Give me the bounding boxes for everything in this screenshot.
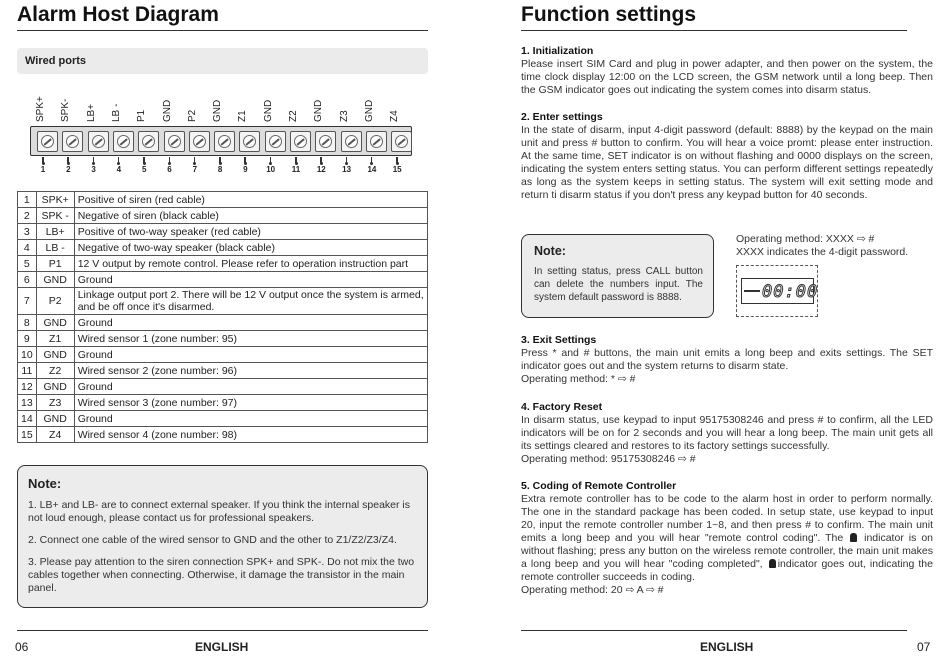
title-rule <box>521 30 907 31</box>
table-cell: P2 <box>36 288 74 315</box>
section-body: Press * and # buttons, the main unit emits a long beep and exits settings. The SET indicator goes out and the system returns to disarm state. <box>521 347 933 372</box>
remote-indicator-icon <box>769 559 776 568</box>
table-cell: Positive of two-way speaker (red cable) <box>74 224 427 240</box>
table-row <box>18 240 428 256</box>
port-label-text: SPK+ <box>35 96 46 122</box>
table-row <box>18 224 428 240</box>
screw-terminal <box>265 131 286 152</box>
screw-terminal <box>113 131 134 152</box>
table-cell: Ground <box>74 315 427 331</box>
footer-rule <box>17 630 428 631</box>
port-number: 15 <box>392 165 402 174</box>
port-label <box>163 92 175 122</box>
table-row <box>18 331 428 347</box>
port-label-text: Z4 <box>389 110 401 122</box>
port-label <box>238 92 250 122</box>
table-cell: Positive of siren (red cable) <box>74 192 427 208</box>
operating-method-line: XXXX indicates the 4-digit password. <box>736 246 909 258</box>
title-rule <box>17 30 428 31</box>
operating-method-line: Operating method: XXXX ⇨ # <box>736 233 875 245</box>
screw-terminal <box>62 131 83 152</box>
table-cell: Ground <box>74 379 427 395</box>
table-row <box>18 208 428 224</box>
table-cell: Z4 <box>36 427 74 443</box>
screw-terminal <box>189 131 210 152</box>
section-heading: 3. Exit Settings <box>521 334 597 346</box>
port-label-text: P2 <box>186 109 198 122</box>
screw-icon <box>395 135 408 148</box>
note-item: 3. Please pay attention to the siren connection SPK+ and SPK-. Do not mix the two cables together when connecting. Otherwise, it damage the transistor in the main panel. <box>28 556 415 594</box>
table-cell: GND <box>36 272 74 288</box>
table-cell: 8 <box>18 315 37 331</box>
table-cell: Linkage output port 2. There will be 12 V output once the system is armed, and be off once it's disarmed. <box>74 288 427 315</box>
section-heading: 5. Coding of Remote Controller <box>521 480 677 492</box>
screw-icon <box>370 135 383 148</box>
screw-icon <box>319 135 332 148</box>
screw-icon <box>193 135 206 148</box>
lcd-digits: 00:00 <box>762 282 819 302</box>
right-page <box>475 0 950 659</box>
port-number: 4 <box>116 165 122 174</box>
body-part: indicator is on without flashing; press any button on the wireless remote controller, the main unit makes a long beep and you will hear "coding completed", <box>521 532 933 570</box>
table-cell: Z3 <box>36 395 74 411</box>
port-label <box>340 92 352 122</box>
settings-note-box <box>521 234 714 318</box>
section-enter-settings <box>521 111 933 202</box>
port-label-text: GND <box>212 99 224 122</box>
screw-icon <box>218 135 231 148</box>
port-label-text: GND <box>161 99 173 122</box>
port-label-text: Z1 <box>237 110 249 122</box>
port-number: 9 <box>243 165 248 174</box>
table-cell: LB+ <box>36 224 74 240</box>
table-row <box>18 347 428 363</box>
table-cell: 4 <box>18 240 37 256</box>
screw-terminal <box>315 131 336 152</box>
screw-icon <box>41 135 54 148</box>
port-label <box>137 92 149 122</box>
port-label <box>289 92 301 122</box>
section-factory-reset <box>521 401 933 466</box>
screw-terminal <box>164 131 185 152</box>
port-number: 11 <box>291 165 301 174</box>
screw-terminal <box>239 131 260 152</box>
port-number: 14 <box>367 165 377 174</box>
port-label <box>112 92 124 122</box>
note-item: 1. LB+ and LB- are to connect external speaker. If you think the internal speaker is not loud enough, please contact us for professional speakers. <box>28 499 411 524</box>
section-heading: 1. Initialization <box>521 45 594 57</box>
table-cell: 11 <box>18 363 37 379</box>
screw-icon <box>92 135 105 148</box>
table-cell: Z2 <box>36 363 74 379</box>
table-cell: Z1 <box>36 331 74 347</box>
port-label-text: P1 <box>136 109 148 122</box>
table-cell: 9 <box>18 331 37 347</box>
lcd-bar <box>744 290 760 292</box>
screw-terminal <box>290 131 311 152</box>
table-cell: Wired sensor 2 (zone number: 96) <box>74 363 427 379</box>
note-list <box>28 499 417 595</box>
screw-terminal <box>391 131 412 152</box>
table-cell: SPK - <box>36 208 74 224</box>
table-cell: Negative of two-way speaker (black cable) <box>74 240 427 256</box>
port-label <box>36 92 48 122</box>
table-cell: 3 <box>18 224 37 240</box>
port-label-text: SPK- <box>60 98 72 122</box>
screw-icon <box>269 135 282 148</box>
port-number: 10 <box>266 165 276 174</box>
page-number: 06 <box>15 640 29 654</box>
port-number: 3 <box>91 165 96 174</box>
note-item: 2. Connect one cable of the wired sensor to GND and the other to Z1/Z2/Z3/Z4. <box>28 534 397 546</box>
table-row <box>18 395 428 411</box>
remote-indicator-icon <box>850 533 857 542</box>
table-cell: P1 <box>36 256 74 272</box>
section-body: In disarm status, use keypad to input 95175308246 and press # to confirm, all the LED indicators will be on for 2 seconds and you will hear a long beep. The main unit gets all its settings cleared and restores to its factory settings successfully. <box>521 414 933 452</box>
port-label-text: GND <box>313 99 325 122</box>
port-label <box>87 92 99 122</box>
screw-icon <box>243 135 256 148</box>
table-cell: Negative of siren (black cable) <box>74 208 427 224</box>
table-cell: Ground <box>74 272 427 288</box>
table-cell: Ground <box>74 347 427 363</box>
table-cell: 5 <box>18 256 37 272</box>
wired-ports-header: Wired ports <box>17 48 428 74</box>
table-cell: Wired sensor 3 (zone number: 97) <box>74 395 427 411</box>
port-label <box>390 92 402 122</box>
port-label-text: GND <box>262 99 274 122</box>
table-row <box>18 256 428 272</box>
screw-icon <box>142 135 155 148</box>
page-title: Alarm Host Diagram <box>17 3 219 26</box>
table-cell: 7 <box>18 288 37 315</box>
table-cell: Wired sensor 1 (zone number: 95) <box>74 331 427 347</box>
section-heading: 2. Enter settings <box>521 111 603 123</box>
port-label-text: Z3 <box>338 110 350 122</box>
section-method: Operating method: 20 ⇨ A ⇨ # <box>521 584 664 596</box>
section-body <box>521 493 933 584</box>
section-method: Operating method: * ⇨ # <box>521 373 636 385</box>
table-row <box>18 427 428 443</box>
port-number: 12 <box>316 165 326 174</box>
section-initialization <box>521 45 933 97</box>
port-number: 1 <box>40 165 46 174</box>
table-row <box>18 192 428 208</box>
port-number: 8 <box>217 165 223 174</box>
table-cell: 12 <box>18 379 37 395</box>
port-label <box>188 92 200 122</box>
section-remote-coding <box>521 480 933 597</box>
table-cell: 12 V output by remote control. Please refer to operation instruction part <box>74 256 427 272</box>
port-number: 7 <box>192 165 198 174</box>
table-cell: 6 <box>18 272 37 288</box>
screw-icon <box>117 135 130 148</box>
note-box <box>17 465 428 608</box>
table-cell: SPK+ <box>36 192 74 208</box>
page-number: 07 <box>917 640 931 654</box>
page-title: Function settings <box>521 3 696 26</box>
port-number: 2 <box>66 165 71 174</box>
table-row <box>18 315 428 331</box>
port-label <box>264 92 276 122</box>
table-cell: GND <box>36 411 74 427</box>
port-label <box>213 92 225 122</box>
table-cell: GND <box>36 379 74 395</box>
section-exit-settings <box>521 334 933 386</box>
port-label <box>314 92 326 122</box>
port-number: 13 <box>342 165 352 174</box>
operating-method-note <box>736 233 908 259</box>
screw-terminal <box>341 131 362 152</box>
table-cell: Wired sensor 4 (zone number: 98) <box>74 427 427 443</box>
screw-terminal <box>214 131 235 152</box>
screw-icon <box>168 135 181 148</box>
section-method: Operating method: 95175308246 ⇨ # <box>521 453 696 465</box>
screw-terminal <box>37 131 58 152</box>
note-title: Note: <box>534 244 566 258</box>
table-cell: 15 <box>18 427 37 443</box>
table-cell: 14 <box>18 411 37 427</box>
ports-table <box>17 191 428 443</box>
footer-rule <box>521 630 907 631</box>
table-cell: 13 <box>18 395 37 411</box>
screw-icon <box>345 135 358 148</box>
body-part: Extra remote controller has to be code to the alarm host in order to perform normally. The one in the standard package has been coded. In setup state, use keypad to input 20, input the remote controller number 1~8, and then press # to confirm. The main unit emits a long beep and you will hear "remote control coding". The <box>521 493 933 544</box>
table-row <box>18 411 428 427</box>
terminal-strip <box>30 126 412 156</box>
table-cell: LB - <box>36 240 74 256</box>
note-title: Note: <box>28 476 62 491</box>
table-cell: 10 <box>18 347 37 363</box>
port-label-text: LB+ <box>85 103 97 122</box>
note-body: In setting status, press CALL button can delete the numbers input. The system default password is 8888. <box>534 266 703 303</box>
screw-terminal <box>88 131 109 152</box>
lcd-screen <box>741 278 819 304</box>
body-part: indicator goes out, indicating the remote controller succeeds in coding. <box>521 558 933 583</box>
table-cell: 2 <box>18 208 37 224</box>
section-body: Please insert SIM Card and plug in power adapter, and then power on the system, the time clock display 12:00 on the LCD screen, the GSM network until a long beep. Then the GSM indicator goes out indicating the system comes into disarm status. <box>521 58 933 96</box>
port-label-text: Z2 <box>288 110 299 122</box>
section-heading: 4. Factory Reset <box>521 401 603 413</box>
screw-icon <box>66 135 79 148</box>
table-cell: 1 <box>18 192 37 208</box>
port-label <box>365 92 377 122</box>
screw-terminal <box>366 131 387 152</box>
lcd-display-illustration <box>736 265 818 317</box>
port-label-text: LB - <box>110 103 122 122</box>
section-body: In the state of disarm, input 4-digit password (default: 8888) by the keypad on the main unit and press # button to confirm. You will hear a voice promt: please enter instruction. At the same time, SET indicator is on without flashing and 0000 displays on the screen, indicating the system enters setting status. You can perform different settings repeatedly as long as the system keeps in setting status. The system will exit setting mode and return ti disarm status if you don't press any keypad button for 40 seconds. <box>521 124 933 201</box>
screw-terminal <box>138 131 159 152</box>
screw-icon <box>294 135 307 148</box>
table-cell: GND <box>36 347 74 363</box>
footer-language: ENGLISH <box>195 640 249 654</box>
table-row <box>18 288 428 315</box>
footer-language: ENGLISH <box>700 640 754 654</box>
table-cell: GND <box>36 315 74 331</box>
port-number: 6 <box>167 165 172 174</box>
port-label <box>61 92 73 122</box>
table-cell: Ground <box>74 411 427 427</box>
table-row <box>18 272 428 288</box>
table-row <box>18 363 428 379</box>
table-row <box>18 379 428 395</box>
port-label-text: GND <box>363 99 375 122</box>
port-number: 5 <box>141 165 147 174</box>
